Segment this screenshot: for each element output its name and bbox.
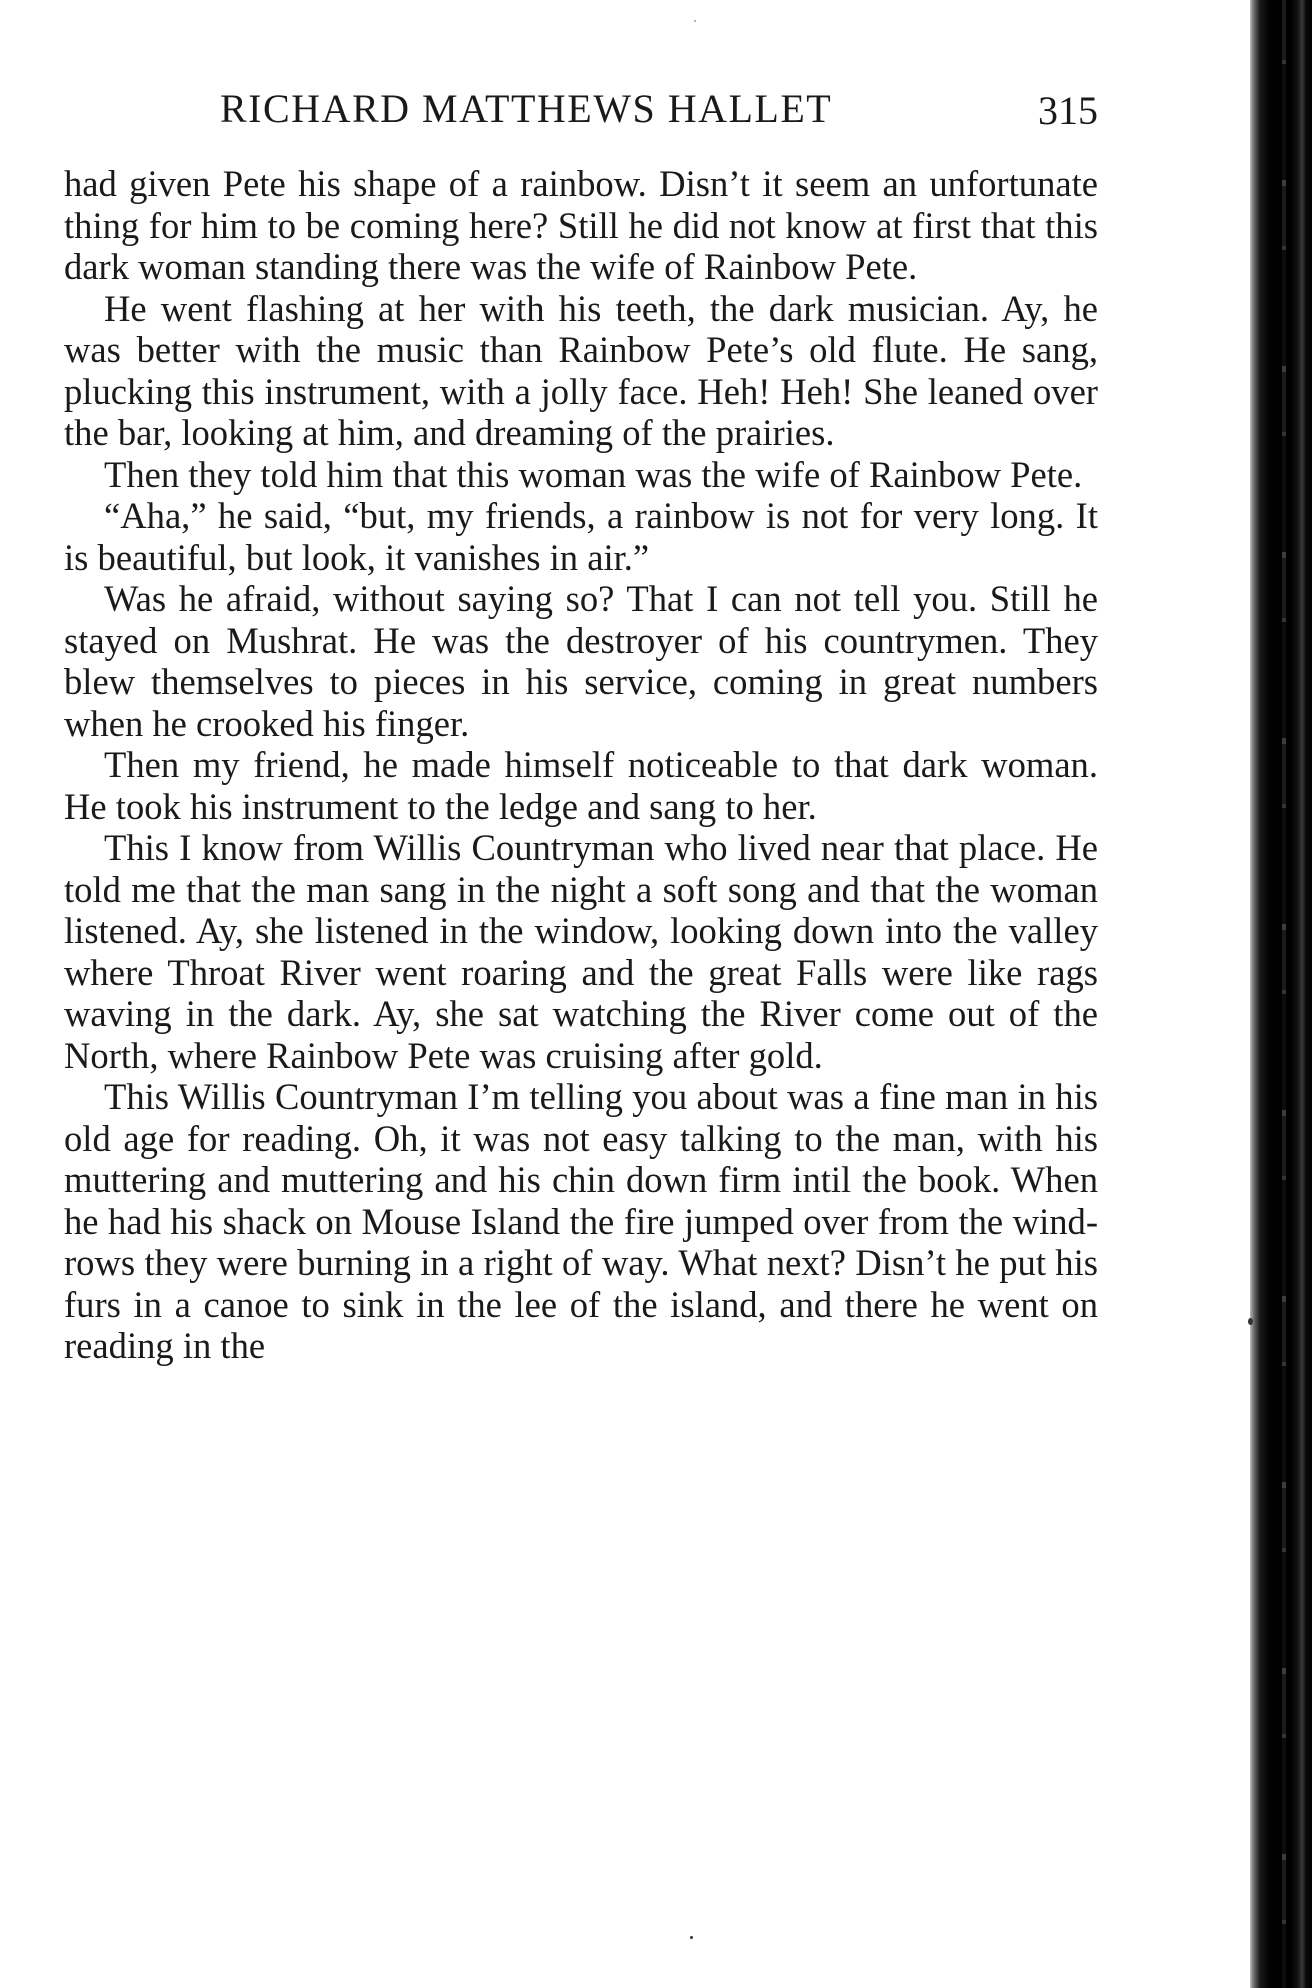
paragraph-4: “Aha,” he said, “but, my friends, a rainbow is not for very long. It is beautiful, but look, it vanishes in air.” (64, 495, 1098, 578)
paragraph-2: He went flashing at her with his teeth, the dark musician. Ay, he was better with the music than Rainbow Pete’s old flute. He sang, plucking this instrument, with a jolly face. Heh! Heh! She leaned over the bar, looking at him, and dreaming of the prairies. (64, 287, 1098, 453)
paragraph-7: This I know from Willis Countryman who lived near that place. He told me that the man sang in the night a soft song and that the woman listened. Ay, she listened in the window, looking down into the valley where Throat River went roaring and the great Falls were like rags waving in the dark. Ay, she sat watching the River come out of the North, where Rainbow Pete was cruising after gold. (64, 827, 1098, 1076)
scan-speck (1248, 1318, 1253, 1325)
book-spine-shadow (1250, 0, 1312, 1988)
book-spine-texture (1282, 0, 1286, 1988)
scan-speck (690, 1936, 693, 1939)
body-text (64, 163, 1098, 1367)
paragraph-8: This Willis Countryman I’m telling you about was a fine man in his old age for reading. Oh, it was not easy talking to the man, with his muttering and muttering and his chin down firm intil the book. When he had his shack on Mouse Island the fire jumped over from the wind-rows they were burning in a right of way. What next? Disn’t he put his furs in a canoe to sink in the lee of the island, and there he went on reading in the (64, 1076, 1098, 1366)
scan-speck (694, 20, 696, 22)
page-number: 315 (1038, 88, 1098, 133)
running-head-author: RICHARD MATTHEWS HALLET (220, 86, 833, 131)
paragraph-1: had given Pete his shape of a rainbow. Disn’t it seem an unfortunate thing for him to be coming here? Still he did not know at first that this dark woman standing there was the wife of Rainbow Pete. (64, 163, 1098, 287)
paragraph-5: Was he afraid, without saying so? That I can not tell you. Still he stayed on Mushrat. He was the destroyer of his countrymen. They blew themselves to pieces in his service, coming in great numbers when he crooked his finger. (64, 578, 1098, 744)
running-head (64, 84, 1098, 134)
paragraph-3: Then they told him that this woman was the wife of Rainbow Pete. (104, 453, 1083, 495)
paragraph-6: Then my friend, he made himself noticeable to that dark woman. He took his instrument to the ledge and sang to her. (64, 744, 1098, 827)
